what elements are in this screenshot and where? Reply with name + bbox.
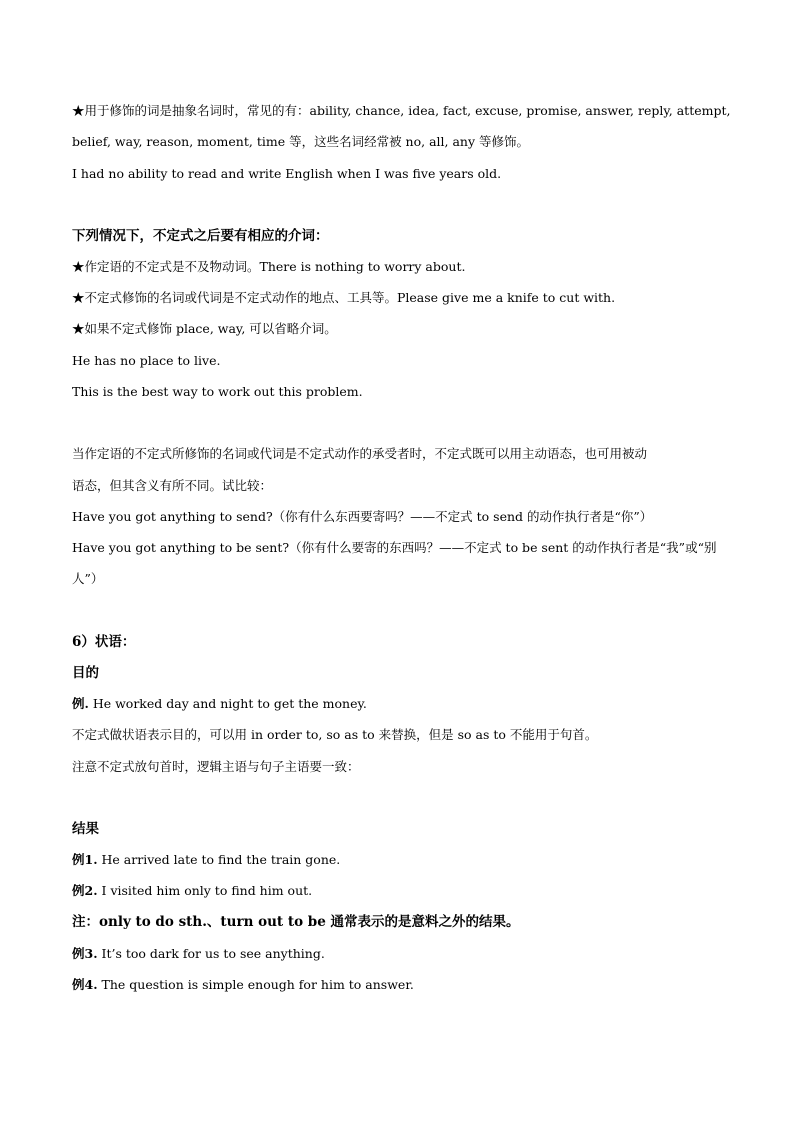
text-line: Have you got anything to be sent?（你有什么要寄的东西吗？——不定式 to be sent 的动作执行者是“我”或“别 [72, 540, 717, 555]
text-line: This is the best way to work out this problem. [72, 384, 363, 399]
text-line: ★不定式修饰的名词或代词是不定式动作的地点、工具等。Please give me a knife to cut with. [72, 290, 616, 305]
text-line: ★作定语的不定式是不及物动词。There is nothing to worry about. [72, 259, 466, 274]
section-heading: 下列情况下，不定式之后要有相应的介词： [72, 228, 329, 244]
text-line: He has no place to live. [72, 353, 221, 368]
subsection-heading: 目的 [72, 665, 99, 681]
text-line: 不定式做状语表示目的，可以用 in order to, so as to 来替换，但是 so as to 不能用于句首。 [72, 727, 598, 742]
example-text: It’s too dark for us to see anything. [97, 946, 325, 961]
example-text: The question is simple enough for him to answer. [97, 977, 414, 992]
text-line: ★如果不定式修饰 place, way, 可以省略介词。 [72, 321, 337, 336]
example-label: 例1. [72, 852, 98, 867]
example-label: 例2. [72, 883, 98, 898]
example-label: 例4. [72, 977, 98, 992]
example-line [72, 851, 340, 869]
example-text: He arrived late to find the train gone. [97, 852, 341, 867]
note-line: 注：only to do sth.、turn out to be 通常表示的是意料之外的结果。 [72, 914, 520, 930]
example-text: I visited him only to find him out. [97, 883, 313, 898]
text-line: 人”） [72, 571, 104, 586]
subsection-heading: 结果 [72, 821, 99, 837]
example-line [72, 695, 367, 713]
text-line: 注意不定式放句首时，逻辑主语与句子主语要一致： [72, 759, 360, 774]
text-line: 当作定语的不定式所修饰的名词或代词是不定式动作的承受者时，不定式既可以用主动语态，也可用被动 [72, 446, 648, 461]
section-heading: 6）状语： [72, 634, 136, 650]
example-label: 例. [72, 696, 89, 711]
text-line: 语态，但其含义有所不同。试比较： [72, 478, 273, 493]
text-line: I had no ability to read and write English when I was five years old. [72, 166, 502, 181]
example-line [72, 882, 312, 900]
example-label: 例3. [72, 946, 98, 961]
example-line [72, 945, 325, 963]
example-line [72, 976, 414, 994]
text-line: ★用于修饰的词是抽象名词时，常见的有：ability, chance, idea, fact, excuse, promise, answer, reply, attempt, [72, 103, 731, 118]
text-line: belief, way, reason, moment, time 等，这些名词经常被 no, all, any 等修饰。 [72, 134, 530, 149]
example-text: He worked day and night to get the money. [88, 696, 367, 711]
text-line: Have you got anything to send?（你有什么东西要寄吗？——不定式 to send 的动作执行者是“你”） [72, 509, 653, 524]
